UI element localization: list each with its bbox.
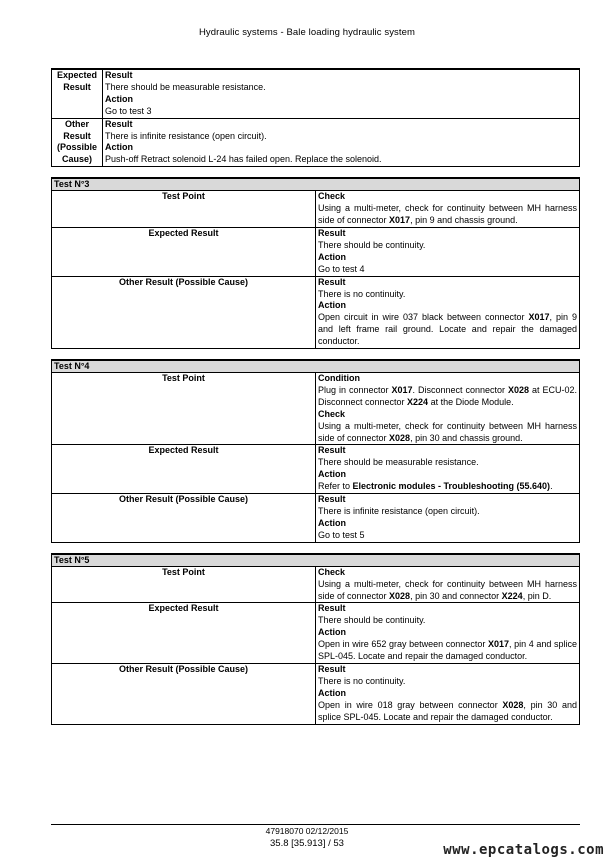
table-row (52, 69, 580, 118)
block-label: Result (318, 276, 346, 287)
table-row (52, 118, 580, 167)
block-text: Go to test 4 (318, 263, 365, 274)
row-content (316, 191, 580, 228)
block-label: Result (318, 445, 346, 456)
row-header: Expected Result (52, 227, 316, 276)
block-label: Action (105, 93, 133, 104)
block-text: There should be continuity. (318, 615, 426, 626)
block-label: Action (318, 469, 346, 480)
test-title: Test N°4 (52, 360, 580, 373)
block-label: Result (318, 603, 346, 614)
page-reference: 35.8 [35.913] / 53 (270, 838, 344, 849)
table-row (52, 494, 580, 543)
block-label: Result (318, 663, 346, 674)
row-header: Expected Result (52, 603, 316, 664)
block-text: There is no continuity. (318, 288, 406, 299)
block-label: Result (105, 70, 133, 80)
page-header: Hydraulic systems - Bale loading hydraulic system (198, 27, 416, 38)
table-title-row (52, 554, 580, 567)
block-label: Action (318, 687, 346, 698)
row-header: Other Result (Possible Cause) (52, 494, 316, 543)
block-label: Result (318, 227, 346, 238)
table-row (52, 373, 580, 445)
row-header: Expected Result (52, 445, 316, 494)
footer-rule (51, 824, 580, 825)
block-text: There should be continuity. (318, 239, 426, 250)
test-table-3 (51, 177, 580, 349)
block-text: Push-off Retract solenoid L-24 has failed open. Replace the solenoid. (105, 154, 382, 165)
row-content (103, 69, 580, 118)
test-table-continued (51, 68, 580, 167)
block-text: Using a multi-meter, check for continuity between MH harness side of connector X017, pin 9 and chassis ground. (318, 203, 577, 226)
test-tables (51, 68, 580, 725)
table-row (52, 663, 580, 724)
block-label: Check (318, 408, 346, 419)
document-number: 47918070 02/12/2015 (265, 826, 349, 836)
row-content (316, 566, 580, 603)
test-table-4 (51, 359, 580, 543)
row-header: Other Result (Possible Cause) (52, 276, 316, 348)
block-label: Result (318, 494, 346, 505)
row-content (316, 494, 580, 543)
block-label: Action (318, 627, 346, 638)
block-label: Action (105, 142, 133, 153)
table-row (52, 191, 580, 228)
block-text: Open in wire 018 gray between connector X028, pin 30 and splice SPL-045. Locate and repair the damaged conductor. (318, 699, 577, 722)
block-text: Plug in connector X017. Disconnect connector X028 at ECU-02. Disconnect connector X224 at the Diode Module. (318, 384, 577, 407)
block-text: There is infinite resistance (open circuit). (105, 130, 267, 141)
row-header: Expected Result (52, 69, 103, 118)
block-label: Check (318, 191, 346, 202)
block-text: There is infinite resistance (open circuit). (318, 506, 480, 516)
block-text: Open in wire 652 gray between connector X017, pin 4 and splice SPL-045. Locate and repair the damaged conductor. (318, 639, 577, 662)
row-header: Test Point (52, 373, 316, 445)
test-title: Test N°5 (52, 554, 580, 567)
block-label: Condition (318, 373, 360, 384)
block-label: Action (318, 300, 346, 311)
table-row (52, 566, 580, 603)
row-content (316, 445, 580, 494)
block-text: There should be measurable resistance. (318, 457, 479, 468)
block-label: Action (318, 517, 346, 528)
row-content (316, 663, 580, 724)
table-row (52, 227, 580, 276)
row-header: Other Result (Possible Cause) (52, 118, 103, 167)
row-content (103, 118, 580, 167)
test-table-5 (51, 553, 580, 725)
block-text: There is no continuity. (318, 675, 406, 686)
row-content (316, 373, 580, 445)
row-content (316, 603, 580, 664)
block-text: Go to test 5 (318, 529, 365, 540)
table-row (52, 276, 580, 348)
row-header: Test Point (52, 191, 316, 228)
block-text: Refer to Electronic modules - Troubleshooting (55.640). (318, 481, 553, 492)
block-text: Using a multi-meter, check for continuity between MH harness side of connector X028, pin 30 and connector X224, pin D. (318, 578, 577, 601)
table-title-row (52, 360, 580, 373)
block-text: Open circuit in wire 037 black between connector X017, pin 9 and left frame rail ground. Locate and repair the damaged conductor. (318, 312, 577, 347)
block-label: Result (105, 118, 133, 129)
block-text: There should be measurable resistance. (105, 81, 266, 92)
watermark: www.epcatalogs.com (443, 842, 604, 858)
block-label: Check (318, 566, 346, 577)
table-row (52, 445, 580, 494)
block-label: Action (318, 251, 346, 262)
block-text: Go to test 3 (105, 105, 152, 116)
row-header: Test Point (52, 566, 316, 603)
row-content (316, 276, 580, 348)
row-content (316, 227, 580, 276)
table-row (52, 603, 580, 664)
row-header: Other Result (Possible Cause) (52, 663, 316, 724)
block-text: Using a multi-meter, check for continuity between MH harness side of connector X028, pin 30 and chassis ground. (318, 420, 577, 443)
table-title-row (52, 178, 580, 191)
test-title: Test N°3 (52, 178, 580, 191)
